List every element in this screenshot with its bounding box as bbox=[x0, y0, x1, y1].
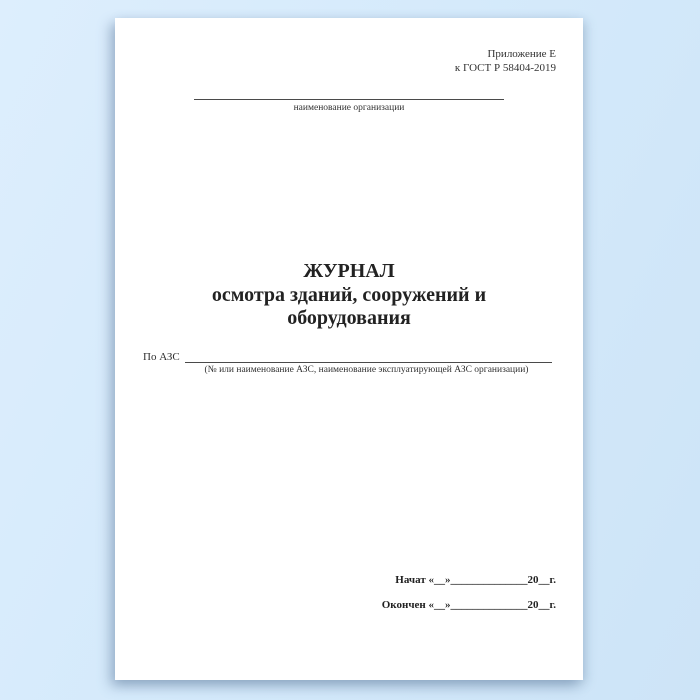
azs-field-row bbox=[143, 348, 552, 363]
organization-caption: наименование организации bbox=[293, 103, 405, 113]
appendix-reference bbox=[455, 47, 556, 75]
azs-field-label: По АЗС bbox=[143, 351, 180, 363]
journal-cover-page bbox=[115, 18, 583, 680]
journal-title bbox=[115, 260, 583, 331]
journal-title-line3: оборудования bbox=[287, 307, 411, 329]
organization-block bbox=[194, 78, 504, 113]
appendix-line: Приложение Е bbox=[487, 48, 556, 60]
azs-blank-line bbox=[185, 349, 552, 363]
journal-title-line2: осмотра зданий, сооружений и bbox=[211, 283, 487, 306]
finished-date-line: Окончен «__»______________20__г. bbox=[381, 599, 556, 611]
started-date-line: Начат «__»______________20__г. bbox=[395, 574, 556, 586]
azs-field-caption: (№ или наименование АЗС, наименование эксплуатирующей АЗС организации) bbox=[204, 365, 529, 375]
organization-name-blank-line bbox=[194, 78, 504, 100]
gost-standard-number: к ГОСТ Р 58404-2019 bbox=[454, 62, 556, 74]
journal-title-line1: ЖУРНАЛ bbox=[303, 260, 395, 282]
